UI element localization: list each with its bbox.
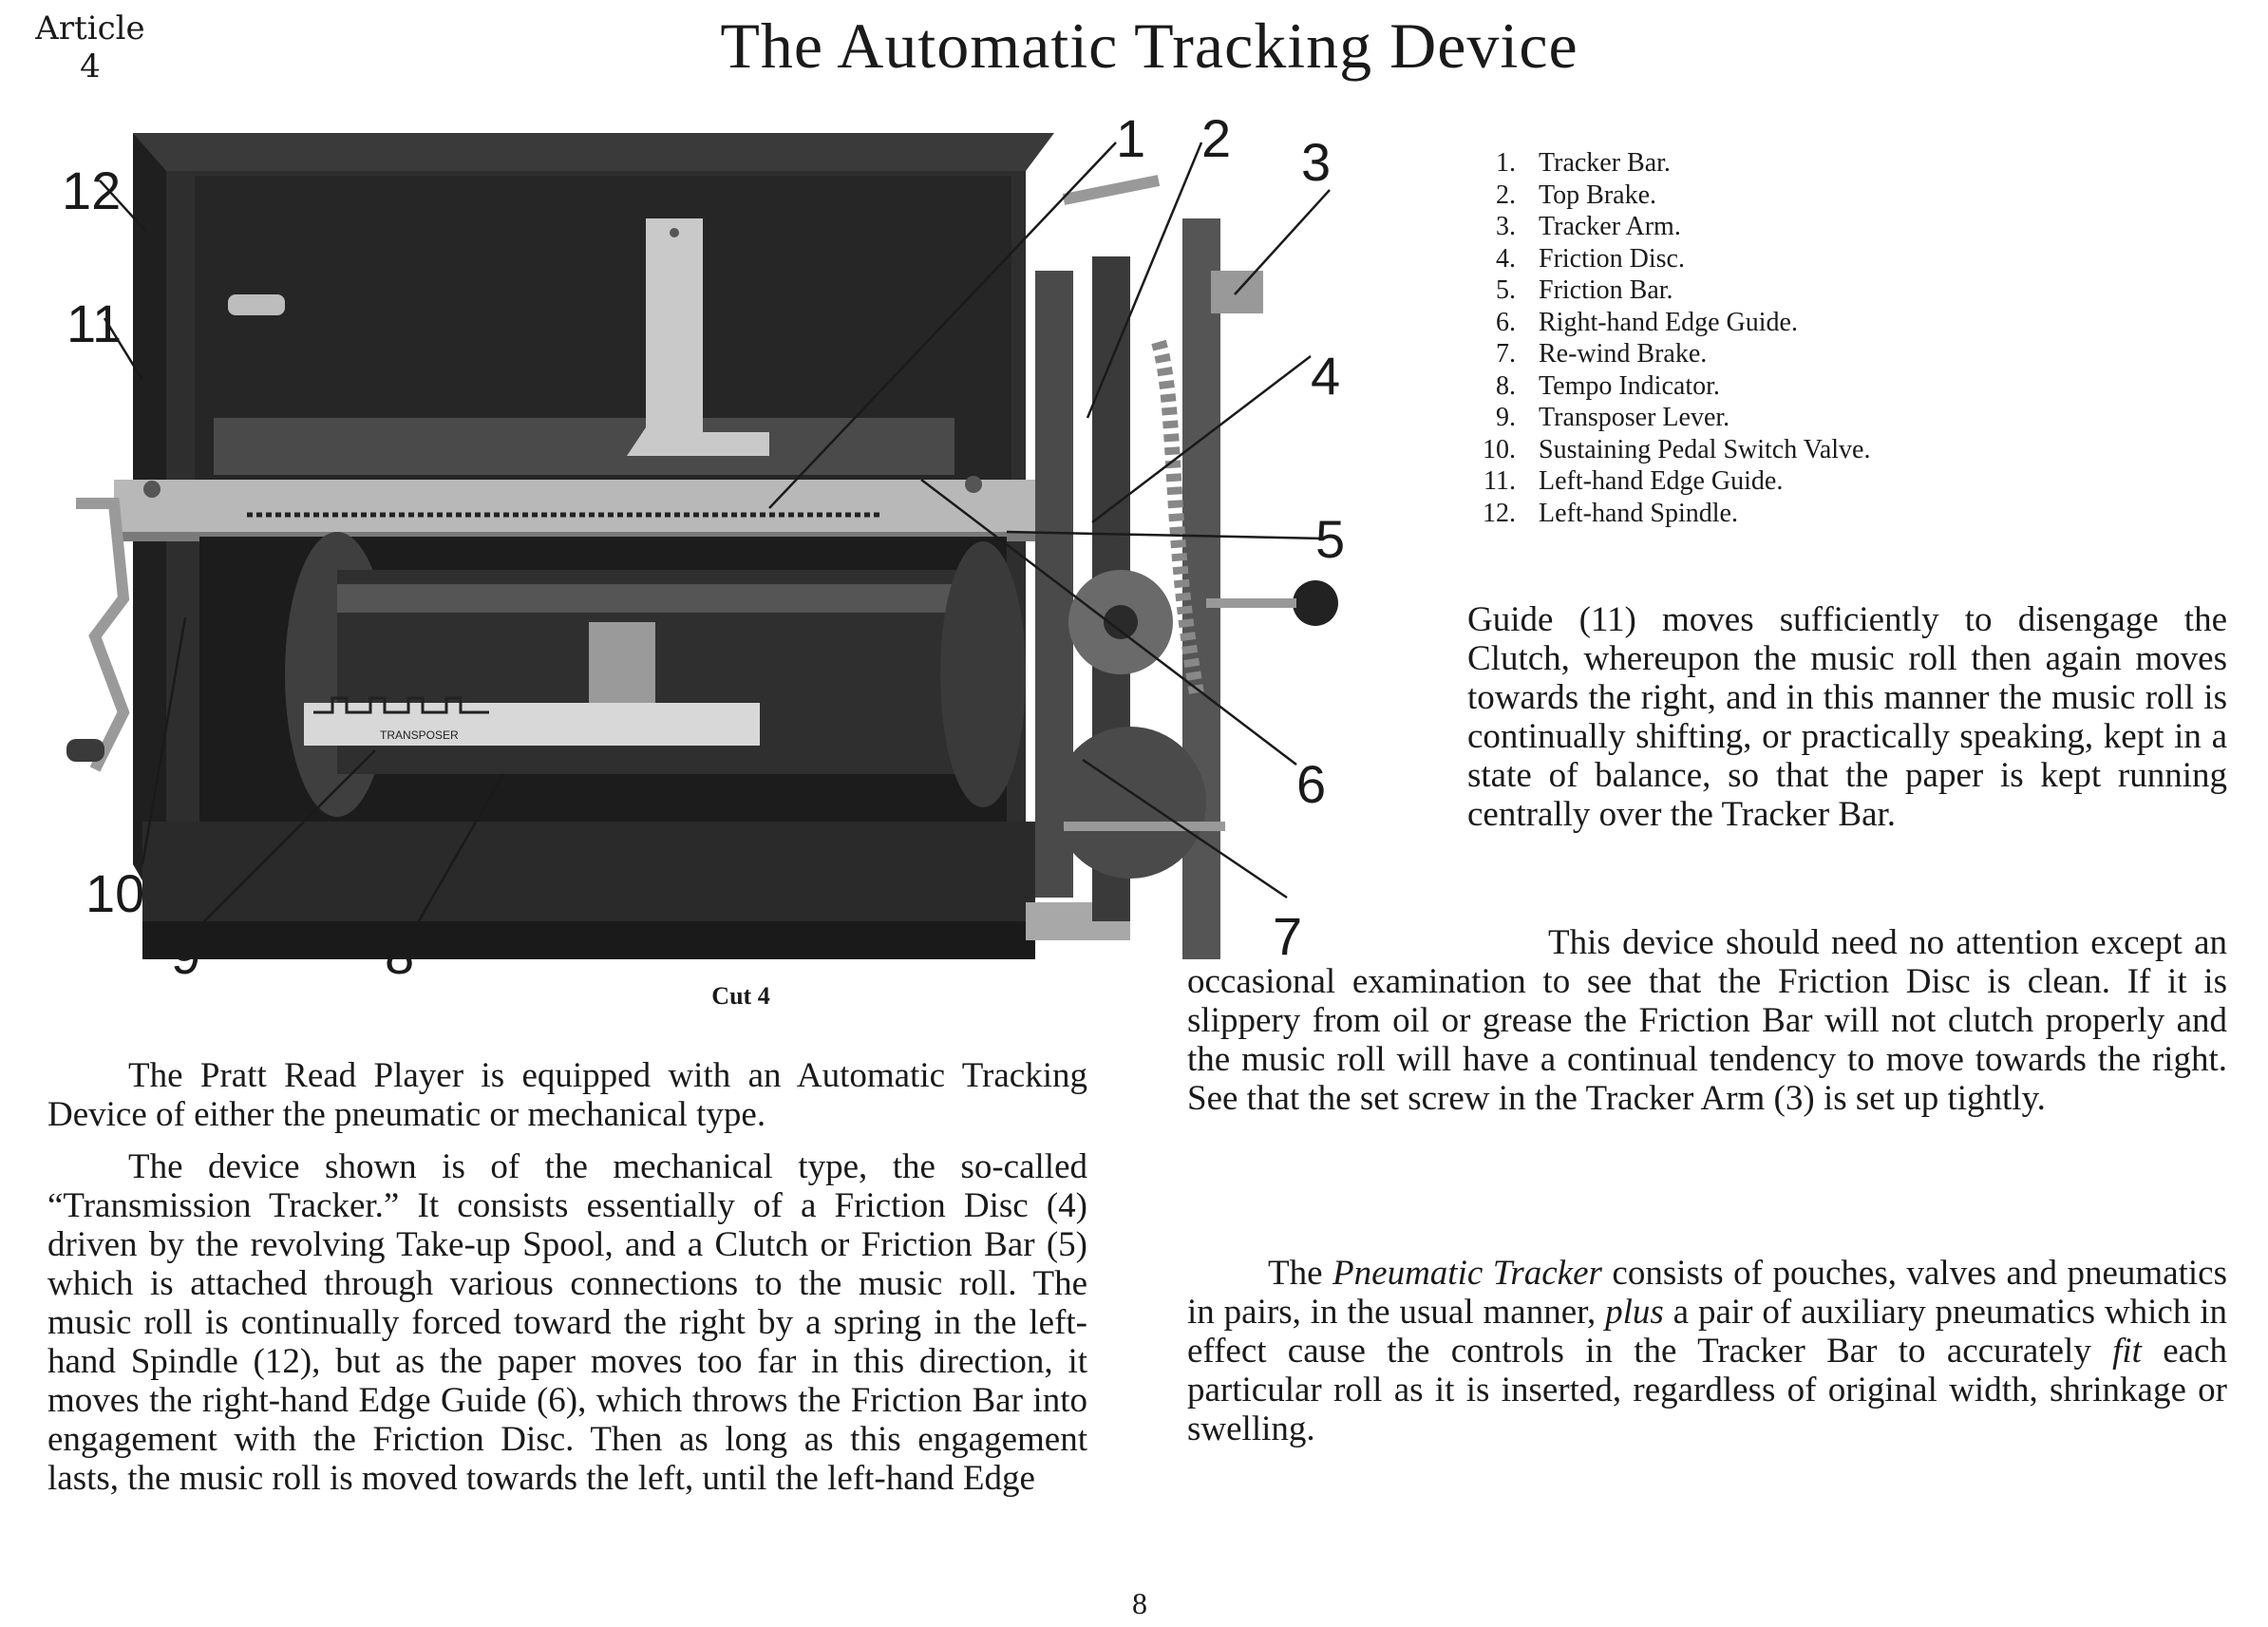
page-number: 8 [1132,1586,1147,1620]
rewind-wheel [1054,727,1206,879]
transposer-scale-label: TRANSPOSER [380,728,459,742]
tempo-scale [304,703,760,746]
list-item-label: Left-hand Edge Guide. [1539,466,1784,496]
list-item [1453,498,2137,530]
list-item-label: Friction Bar. [1539,275,1673,305]
callout-9: 9 [171,925,201,985]
paragraph: Guide (11) moves sufficiently to disengage the Clutch, whereupon the music roll then again moves towards the right, and in this manner the music roll is continually shifting, or practically speaking, kept in a state of balance, so that the paper is kept running centrally over the Tracker Bar. [1467,600,2227,834]
callout-12: 12 [62,161,122,220]
tracker-screw [965,476,982,493]
list-item-label: Sustaining Pedal Switch Valve. [1539,434,1871,464]
list-item [1453,147,2137,180]
callout-11: 11 [66,293,123,353]
list-item [1453,338,2137,370]
paragraph: The device shown is of the mechanical type, the so-called “Transmission Tracker.” It consists essentially of a Friction Disc (4) driven by the revolving Take-up Spool, and a Clutch or Friction Bar (5) which is attached through various connections to the music roll. The music roll is continually forced toward the right by a spring in the left-hand Spindle (12), but as the paper moves too far in this direction, it moves the right-hand Edge Guide (6), which throws the Friction Bar into engagement with the Friction Disc. Then as long as this engagement lasts, the music roll is moved towards the left, until the left-hand Edge [47,1147,1087,1498]
list-item-number: 3. [1496,212,1516,241]
side-knob [1293,580,1338,626]
left-column [47,1056,1087,1509]
list-item-number: 2. [1496,180,1516,210]
right-column-paragraph-2 [1187,923,2227,1118]
article-label-text: Article [35,9,145,47]
figure-caption: Cut 4 [711,982,770,1010]
list-item-label: Left-hand Spindle. [1539,498,1738,528]
text-run: The [1268,1254,1333,1293]
tracker-bar [114,480,1064,537]
callout-4: 4 [1311,346,1341,406]
list-item-label: Tracker Arm. [1539,212,1681,241]
list-item [1453,211,2137,243]
list-item-label: Tempo Indicator. [1539,370,1720,401]
callout-1: 1 [1116,108,1146,168]
paragraph: The Pratt Read Player is equipped with an Automatic Tracking Device of either the pneumatic or mechanical type. [47,1056,1087,1134]
list-item-number: 7. [1496,339,1516,369]
left-crank-arm [76,503,123,769]
spool-highlight [337,584,983,613]
callout-8: 8 [385,925,415,985]
callout-7: 7 [1273,906,1303,966]
bracket-screw [670,228,679,237]
right-column-paragraph-1 [1467,600,2227,834]
list-item [1453,465,2137,498]
list-item [1453,434,2137,466]
tracker-screw [143,481,161,498]
paragraph: This device should need no attention except an occasional examination to see that the Friction Disc is clean. If it is slippery from oil or grease the Friction Bar will not clutch properly and the music roll will have a continual tendency to move towards the right. See that the set screw in the Tracker Arm (3) is set up tightly. [1187,923,2227,1118]
list-item-number: 5. [1496,275,1516,305]
text-run: a pair of auxiliary pneumatics which in effect cause the controls in the Tracker Bar to accurately [1187,1293,2227,1371]
list-item [1453,243,2137,275]
tracking-device-figure [57,104,1368,1016]
cabinet-top [133,133,1054,176]
right-column-paragraph-3 [1187,1254,2227,1448]
list-item-number: 6. [1496,307,1516,337]
list-item-label: Top Brake. [1539,180,1657,210]
list-item [1453,370,2137,403]
article-number: 4 [80,47,101,85]
list-item [1453,274,2137,307]
list-item-label: Transposer Lever. [1539,403,1730,432]
callout-6: 6 [1296,754,1327,814]
emphasis-fit: fit [2112,1332,2142,1371]
inner-shelf [214,418,954,475]
list-item-number: 4. [1496,243,1516,274]
list-item-number: 8. [1496,370,1516,401]
list-item-label: Tracker Bar. [1539,148,1671,178]
page-title: The Automatic Tracking Device [720,9,1578,82]
list-item-label: Re-wind Brake. [1539,339,1708,369]
list-item-number: 10. [1483,434,1516,464]
spool-right-flange [940,541,1026,807]
emphasis-pneumatic-tracker: Pneumatic Tracker [1332,1254,1602,1293]
list-item-number: 9. [1496,403,1516,432]
list-item-number: 12. [1483,498,1516,528]
list-item [1453,307,2137,339]
list-item-number: 1. [1496,148,1516,178]
callout-10: 10 [85,863,145,923]
callout-3: 3 [1301,132,1332,192]
left-spindle-knob [228,294,285,315]
text-run: consists of pouches, valves and pneumatics in pairs, in the usual manner, [1187,1254,2227,1332]
list-item [1453,402,2137,434]
callout-5: 5 [1315,509,1346,569]
list-item-label: Right-hand Edge Guide. [1539,307,1798,337]
base-front [142,921,1035,959]
cabinet-base [142,822,1035,926]
list-item [1453,180,2137,212]
list-item-label: Friction Disc. [1539,243,1685,274]
parts-list [1453,147,2137,529]
article-label [28,9,152,85]
emphasis-plus: plus [1605,1293,1664,1332]
text-run: each particular roll as it is inserted, regardless of original width, shrinkage or swelling. [1187,1332,2227,1448]
callout-2: 2 [1201,108,1232,168]
paragraph [1187,1254,2227,1448]
base-knob [66,739,104,762]
list-item-number: 11. [1484,466,1516,496]
